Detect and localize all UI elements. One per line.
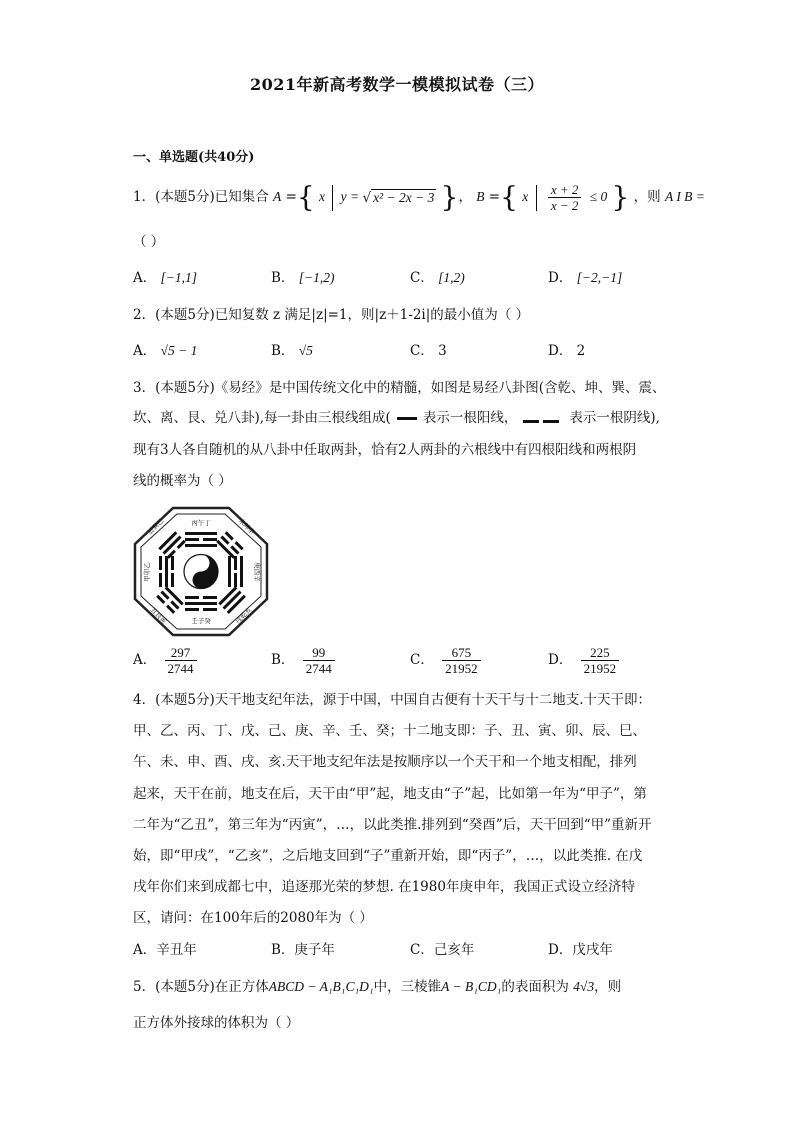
question-4-line-3: 午、未、申、酉、戌、亥.天干地支纪年法是按顺序以一个天干和一个地支相配，排列: [133, 754, 637, 770]
bagua-label-right: 庚酉辛: [253, 562, 261, 582]
question-3-line-2: 坎、离、艮、兑八卦),每一卦由三根线组成( 表示一根阳线， 表示一根阴线),: [133, 408, 660, 429]
q3-option-a[interactable]: A． $\frac{297}{2744}$: [133, 645, 201, 676]
q3-option-d[interactable]: D． $\frac{225}{21952}$: [548, 645, 623, 676]
q1-ask: A I B =: [664, 189, 705, 204]
q4-option-c[interactable]: C．己亥年: [410, 942, 475, 958]
q3-option-b[interactable]: B． $\frac{99}{2744}$: [271, 645, 339, 676]
q4-option-d[interactable]: D．戊戌年: [548, 942, 613, 958]
yin-line-icon: [523, 409, 563, 429]
q3-option-c[interactable]: C． $\frac{675}{21952}$: [410, 645, 485, 676]
q1-prefix: 1．(本题5分)已知集合: [133, 189, 269, 205]
question-4-line-5: 二年为“乙丑”，第三年为“丙寅”，…，以此类推.排列到“癸酉”后，天干回到“甲”重新开: [133, 817, 652, 833]
page-title: 2021年新高考数学一模模拟试卷（三）: [249, 75, 545, 94]
yin-yang-icon: [184, 555, 218, 589]
set-a-radicand: x² − 2x − 3: [373, 189, 435, 205]
bagua-label-top-right: 未坤申: [236, 516, 257, 537]
question-3-line-3: 现有3人各自随机的从八卦中任取两卦，恰有2人两卦的六根线中有四根阳线和两根阴: [133, 442, 637, 458]
question-4-line-2: 甲、乙、丙、丁、戊、己、庚、辛、壬、癸；十二地支即：子、丑、寅、卯、辰、巳、: [133, 723, 646, 739]
set-b-fraction: $\frac{x + 2}{x - 2}$: [548, 182, 582, 213]
question-1-stem: 1．(本题5分)已知集合 A ={ x y = √ x² − 2x − 3 }， B ={ x $\frac{x + 2}{x - 2}$ ≤ 0 } ，则 A I B =: [133, 180, 705, 214]
yang-line-icon: [397, 417, 417, 420]
question-4-line-6: 始，即“甲戌”，“乙亥”，之后地支回到“子”重新开始，即“丙子”，…，以此类推. 在戊: [133, 848, 643, 864]
set-a-cond: y =: [340, 189, 363, 204]
question-2-stem: 2．(本题5分)已知复数 z 满足|z|=1，则|z＋1-2i|的最小值为（ ）: [133, 307, 530, 323]
bagua-label-bottom: 壬子癸: [191, 617, 211, 625]
q2-option-b[interactable]: B． √5: [271, 343, 313, 359]
set-a-var: A: [273, 189, 282, 204]
q2-option-c[interactable]: C． 3: [410, 343, 447, 359]
q1-option-d[interactable]: D． [−2,−1]: [548, 270, 623, 286]
question-4-line-1: 4．(本题5分)天干地支纪年法，源于中国，中国自古便有十天干与十二地支.十天干即：: [133, 692, 652, 708]
question-4-line-7: 戌年你们来到成都七中，追逐那光荣的梦想. 在1980年庚申年，我国正式设立经济特: [133, 879, 635, 895]
q2-option-d[interactable]: D． 2: [548, 343, 586, 359]
q1-option-a[interactable]: A． [−1,1]: [133, 270, 198, 286]
question-4-line-4: 起来，天干在前，地支在后，天干由“甲”起，地支由“子”起，比如第一年为“甲子”，第: [133, 786, 647, 802]
set-b-x: x: [522, 189, 529, 204]
pyramid-name: A − B₁CD₁: [441, 979, 502, 994]
q2-option-a[interactable]: A． √5 − 1: [133, 343, 198, 359]
q1-paren: （ ）: [133, 234, 165, 250]
bagua-label-top-left: 辰巽巳: [145, 516, 166, 537]
question-5-line-2: 正方体外接球的体积为（ ）: [133, 1015, 300, 1031]
question-3-line-4: 线的概率为（ ）: [133, 473, 232, 489]
bagua-label-bottom-left: 丑艮寅: [148, 605, 169, 626]
q1-option-b[interactable]: B． [−1,2): [271, 270, 335, 286]
cube-name: ABCD − A₁B₁C₁D₁: [268, 979, 374, 994]
bagua-diagram: [133, 506, 269, 637]
bagua-label-bottom-right: 戌乾亥: [233, 605, 254, 626]
question-5-line-1: 5．(本题5分)在正方体ABCD − A₁B₁C₁D₁中，三棱锥A − B₁CD₁的表面积为 4√3，则: [133, 979, 622, 995]
set-b-inequality: ≤ 0: [589, 189, 608, 204]
bagua-label-top: 丙午丁: [191, 519, 211, 527]
q4-option-a[interactable]: A．辛丑年: [133, 942, 197, 958]
q4-option-b[interactable]: B．庚子年: [271, 942, 335, 958]
question-3-line-1: 3．(本题5分)《易经》是中国传统文化中的精髓，如图是易经八卦图(含乾、坤、巽、震、: [133, 380, 666, 396]
q1-suffix: ，则: [633, 189, 661, 205]
surface-area-value: 4√3: [573, 979, 595, 994]
set-b-var: B: [476, 189, 485, 204]
bagua-label-left: 甲卯乙: [143, 562, 151, 582]
section-heading: 一、单选题(共40分): [133, 150, 255, 165]
set-a-x: x: [319, 189, 325, 204]
q1-option-c[interactable]: C． [1,2): [410, 270, 465, 286]
question-4-line-8: 区，请问：在100年后的2080年为（ ）: [133, 910, 373, 926]
